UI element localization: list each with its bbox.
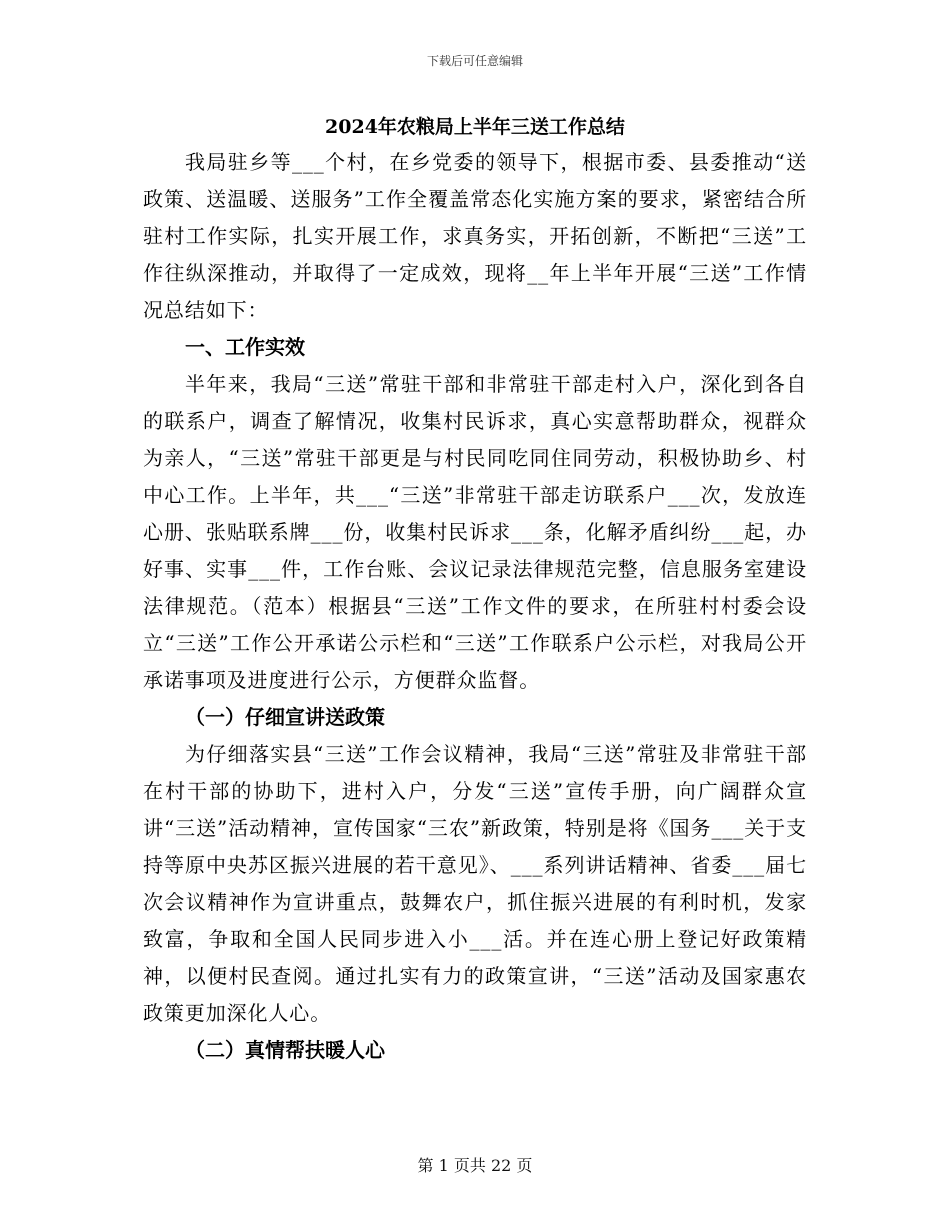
section-work-results-body: 半年来，我局“三送”常驻干部和非常驻干部走村入户，深化到各自的联系户，调查了解情况，收集村民诉求，真心实意帮助群众，视群众为亲人，“三送”常驻干部更是与村民同吃同住同劳动，积极协助乡、村中心工作。上半年，共___“三送”非常驻干部走访联系户___次，发放连心册、张贴联系牌___份，收集村民诉求___条，化解矛盾纠纷___起，办好事、实事___件，工作台账、会议记录法律规范完整，信息服务室建设法律规范。（范本）根据县“三送”工作文件的要求，在所驻村村委会设立“三送”工作公开承诺公示栏和“三送”工作联系户公示栏，对我局公开承诺事项及进度进行公示，方便群众监督。 [143,372,807,692]
section-heading-work-results: 一、工作实效 [185,335,305,359]
intro-paragraph: 我局驻乡等___个村，在乡党委的领导下，根据市委、县委推动“送政策、送温暖、送服务”工作全覆盖常态化实施方案的要求，紧密结合所驻村工作实际，扎实开展工作，求真务实，开拓创新，不断把“三送”工作往纵深推动，并取得了一定成效，现将__年上半年开展“三送”工作情况总结如下： [143,150,807,322]
subsection-policy-body: 为仔细落实县“三送”工作会议精神，我局“三送”常驻及非常驻干部在村干部的协助下，进村入户，分发“三送”宣传手册，向广阔群众宣讲“三送”活动精神，宣传国家“三农”新政策，特别是将《国务___关于支持等原中央苏区振兴进展的若干意见》、___系列讲话精神、省委___届七次会议精神作为宣讲重点，鼓舞农户，抓住振兴进展的有利时机，发家致富，争取和全国人民同步进入小___活。并在连心册上登记好政策精神，以便村民查阅。通过扎实有力的政策宣讲，“三送”活动及国家惠农政策更加深化人心。 [143,742,807,1025]
page-number-footer: 第 1 页共 22 页 [417,1156,533,1175]
subsection-heading-warmth: （二）真情帮扶暖人心 [185,1038,385,1062]
document-body [143,112,807,1069]
header-note: 下载后可任意编辑 [426,54,523,68]
subsection-heading-policy: （一）仔细宣讲送政策 [185,705,385,729]
document-title: 2024年农粮局上半年三送工作总结 [325,116,625,138]
